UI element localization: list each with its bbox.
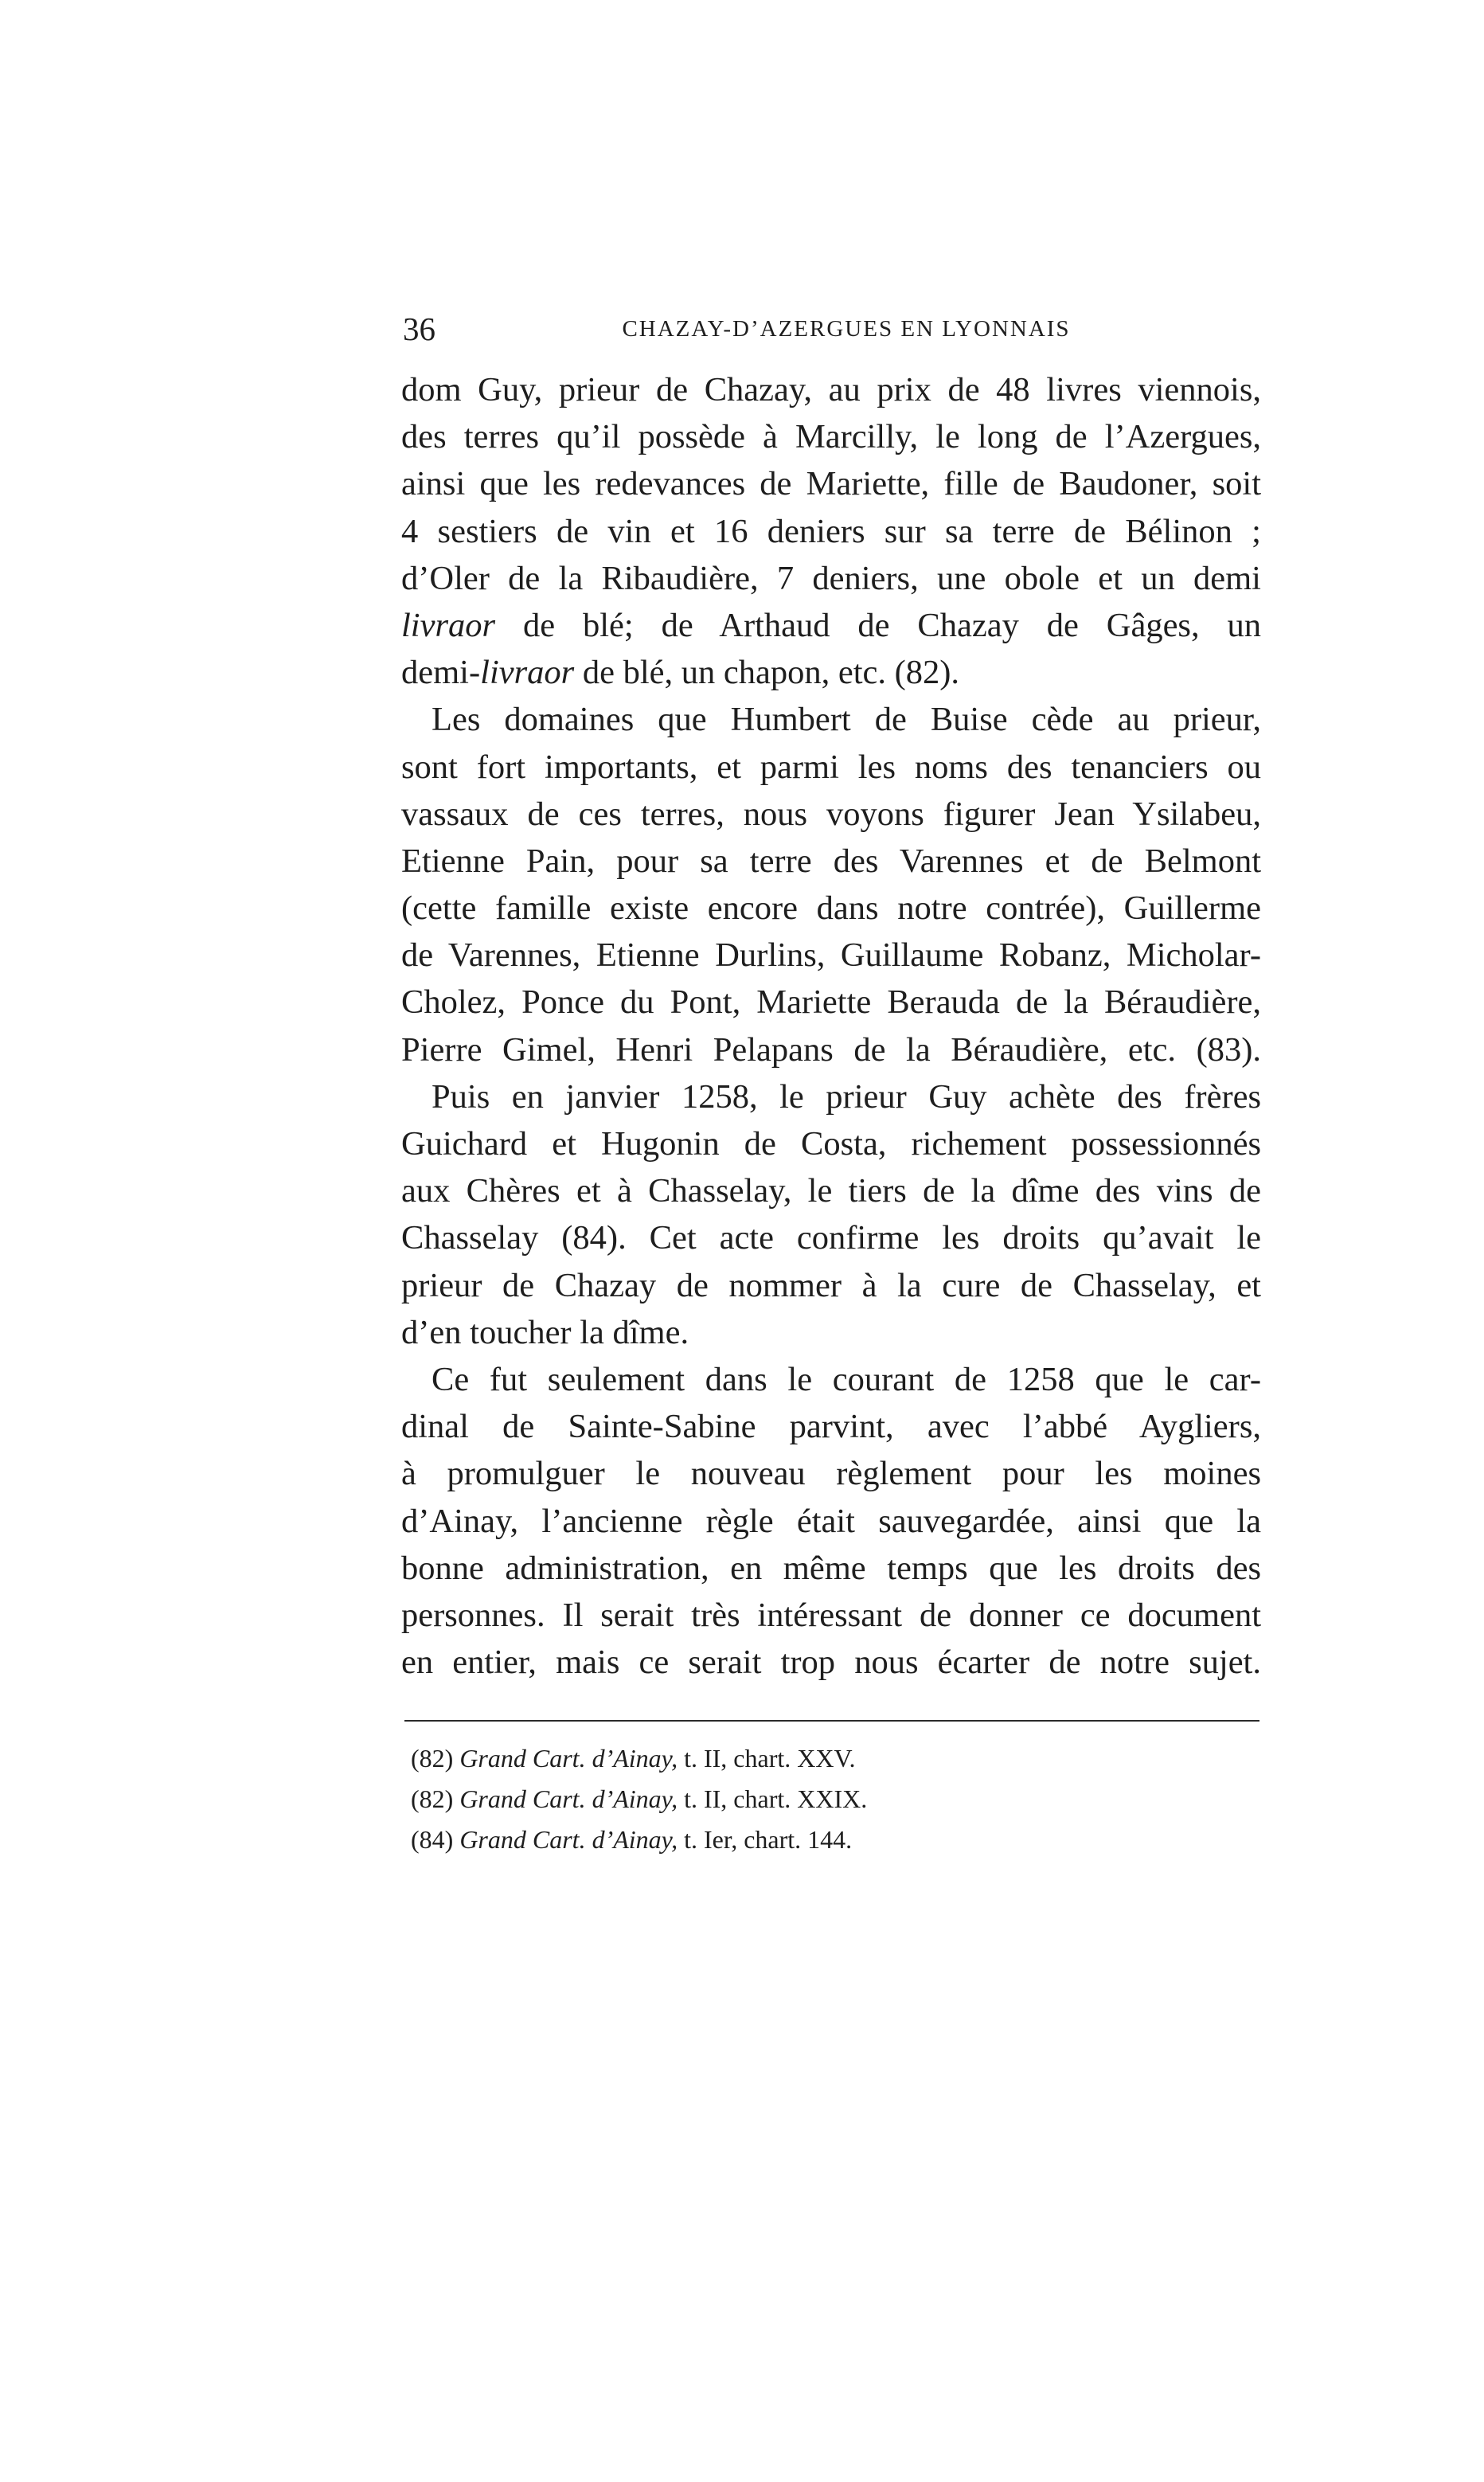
text-line-italic-mixed <box>401 649 1261 696</box>
text-line: des terres qu’il possède à Marcilly, le long de l’Azergues, <box>401 418 1261 456</box>
text-line: Ce fut seulement dans le courant de 1258 que le car- <box>432 1360 1261 1398</box>
running-title: CHAZAY-D’AZERGUES EN LYONNAIS <box>622 316 1071 342</box>
text-line: d’Ainay, l’ancienne règle était sauvegardée, ainsi que la <box>401 1502 1261 1540</box>
footnote-ref: t. Ier, chart. 144. <box>678 1825 853 1854</box>
footnote-title: Grand Cart. d’Ainay, <box>459 1784 678 1813</box>
footnote <box>411 1819 1127 1860</box>
footnote-divider <box>404 1720 1259 1722</box>
footnote-number: (82) <box>411 1744 454 1773</box>
footnote-number: (84) <box>411 1825 454 1854</box>
text-line: de Varennes, Etienne Durlins, Guillaume Robanz, Micholar- <box>401 936 1261 975</box>
footnote-number: (82) <box>411 1784 454 1813</box>
footnote-title: Grand Cart. d’Ainay, <box>459 1825 678 1854</box>
text-line: 4 sestiers de vin et 16 deniers sur sa terre de Bélinon ; <box>401 512 1261 550</box>
footnote <box>411 1738 1127 1779</box>
footnote-ref: t. II, chart. XXV. <box>678 1744 856 1773</box>
text-line: sont fort importants, et parmi les noms des tenanciers ou <box>401 748 1261 786</box>
italic-term: livraor <box>401 606 496 644</box>
italic-term: livraor <box>480 654 575 692</box>
text-line: personnes. Il serait très intéressant de donner ce document <box>401 1596 1261 1634</box>
text-fragment: de blé, un chapon, etc. (82). <box>574 654 960 692</box>
text-line: aux Chères et à Chasselay, le tiers de la dîme des vins de <box>401 1172 1261 1210</box>
text-line: d’en toucher la dîme. <box>401 1313 689 1351</box>
text-fragment: de blé; de Arthaud de Chazay de Gâges, un <box>495 606 1261 644</box>
text-fragment: demi- <box>401 654 481 692</box>
text-line: dom Guy, prieur de Chazay, au prix de 48 livres viennois, <box>401 371 1261 408</box>
text-line: d’Oler de la Ribaudière, 7 deniers, une obole et un demi <box>401 559 1261 597</box>
text-line: Etienne Pain, pour sa terre des Varennes et de Belmont <box>401 842 1261 880</box>
text-line: (cette famille existe encore dans notre contrée), Guillerme <box>401 889 1261 928</box>
text-line: prieur de Chazay de nommer à la cure de Chasselay, et <box>401 1266 1261 1304</box>
footnotes <box>411 1738 1127 1860</box>
text-line: Puis en janvier 1258, le prieur Guy achète des frères <box>432 1077 1261 1116</box>
text-line: Guichard et Hugonin de Costa, richement possessionnés <box>401 1125 1261 1163</box>
footnote-title: Grand Cart. d’Ainay, <box>459 1744 678 1773</box>
text-line: ainsi que les redevances de Mariette, fille de Baudoner, soit <box>401 465 1261 503</box>
text-line: Cholez, Ponce du Pont, Mariette Berauda de la Béraudière, <box>401 983 1261 1022</box>
text-line: bonne administration, en même temps que les droits des <box>401 1549 1261 1587</box>
footnote <box>411 1779 1127 1819</box>
text-line-italic-mixed <box>401 602 1261 649</box>
footnote-ref: t. II, chart. XXIX. <box>678 1784 868 1813</box>
text-line: Pierre Gimel, Henri Pelapans de la Béraudière, etc. (83). <box>401 1030 1261 1069</box>
page-number: 36 <box>403 311 435 347</box>
text-line: vassaux de ces terres, nous voyons figurer Jean Ysilabeu, <box>401 795 1261 833</box>
text-line: Chasselay (84). Cet acte confirme les droits qu’avait le <box>401 1219 1261 1257</box>
running-head <box>403 309 1258 349</box>
text-line: dinal de Sainte-Sabine parvint, avec l’abbé Aygliers, <box>401 1408 1261 1446</box>
body-text <box>401 366 1261 1686</box>
text-line: en entier, mais ce serait trop nous écarter de notre sujet. <box>401 1644 1261 1682</box>
text-line: à promulguer le nouveau règlement pour les moines <box>401 1455 1261 1493</box>
text-line: Les domaines que Humbert de Buise cède au prieur, <box>432 701 1261 739</box>
